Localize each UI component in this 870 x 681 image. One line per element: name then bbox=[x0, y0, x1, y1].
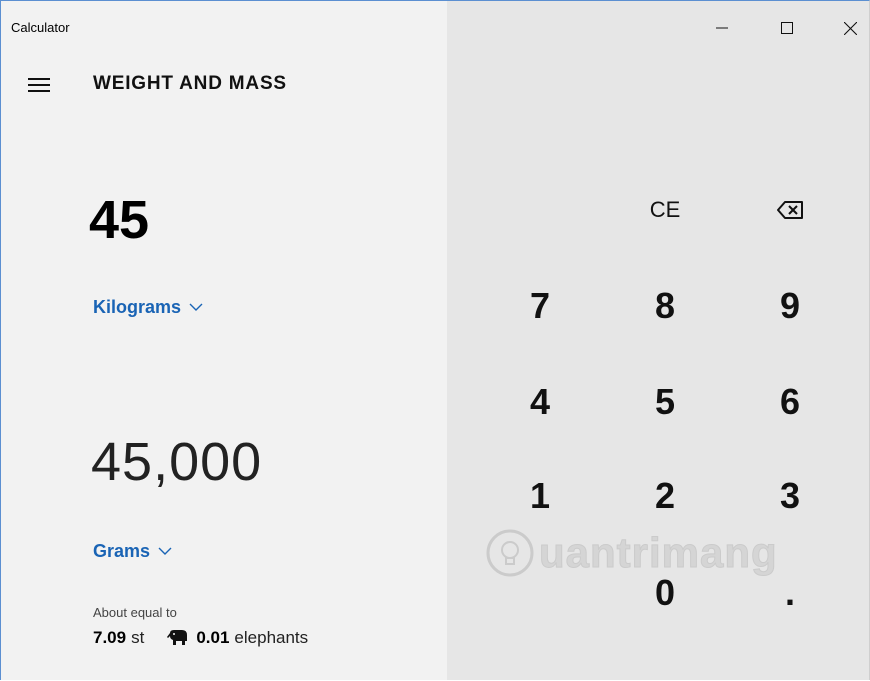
output-unit-select[interactable] bbox=[93, 541, 172, 562]
elephants-value: 0.01 bbox=[196, 628, 230, 647]
minimize-button[interactable] bbox=[705, 13, 739, 43]
about-equal-label: About equal to bbox=[93, 605, 177, 620]
equivalents-row bbox=[93, 628, 308, 648]
key-1[interactable]: 1 bbox=[529, 475, 551, 516]
input-value[interactable]: 45 bbox=[89, 190, 150, 250]
output-value[interactable]: 45,000 bbox=[91, 432, 263, 492]
key-2[interactable]: 2 bbox=[654, 475, 676, 516]
key-4[interactable]: 4 bbox=[529, 381, 551, 422]
clear-entry-button[interactable]: CE bbox=[649, 197, 681, 222]
key-6[interactable]: 6 bbox=[779, 381, 801, 422]
mode-title: WEIGHT AND MASS bbox=[93, 73, 287, 94]
keypad-panel bbox=[447, 1, 869, 680]
maximize-button[interactable] bbox=[770, 13, 804, 43]
chevron-down-icon bbox=[158, 547, 172, 556]
key-7[interactable]: 7 bbox=[529, 285, 551, 326]
stones-value: 7.09 bbox=[93, 628, 127, 647]
key-9[interactable]: 9 bbox=[779, 285, 801, 326]
close-button[interactable] bbox=[833, 13, 867, 43]
decimal-button[interactable]: . bbox=[784, 572, 795, 613]
hamburger-icon[interactable] bbox=[23, 74, 57, 96]
key-3[interactable]: 3 bbox=[779, 475, 801, 516]
left-panel bbox=[1, 1, 447, 680]
elephants-unit: elephants bbox=[234, 628, 309, 647]
input-unit-select[interactable] bbox=[93, 297, 203, 318]
key-8[interactable]: 8 bbox=[654, 285, 676, 326]
key-5[interactable]: 5 bbox=[654, 381, 676, 422]
stones-unit: st bbox=[131, 628, 145, 647]
elephant-icon bbox=[166, 629, 190, 647]
minimize-icon bbox=[716, 22, 728, 34]
watermark-text: uantrimang bbox=[539, 529, 778, 576]
close-icon bbox=[844, 22, 857, 35]
input-unit-label: Kilograms bbox=[93, 297, 182, 317]
key-0[interactable]: 0 bbox=[654, 572, 676, 613]
window-title: Calculator bbox=[11, 20, 70, 35]
output-unit-label: Grams bbox=[93, 541, 151, 561]
backspace-icon bbox=[776, 200, 804, 220]
maximize-icon bbox=[781, 22, 793, 34]
chevron-down-icon bbox=[189, 303, 203, 312]
backspace-button[interactable] bbox=[745, 180, 835, 240]
